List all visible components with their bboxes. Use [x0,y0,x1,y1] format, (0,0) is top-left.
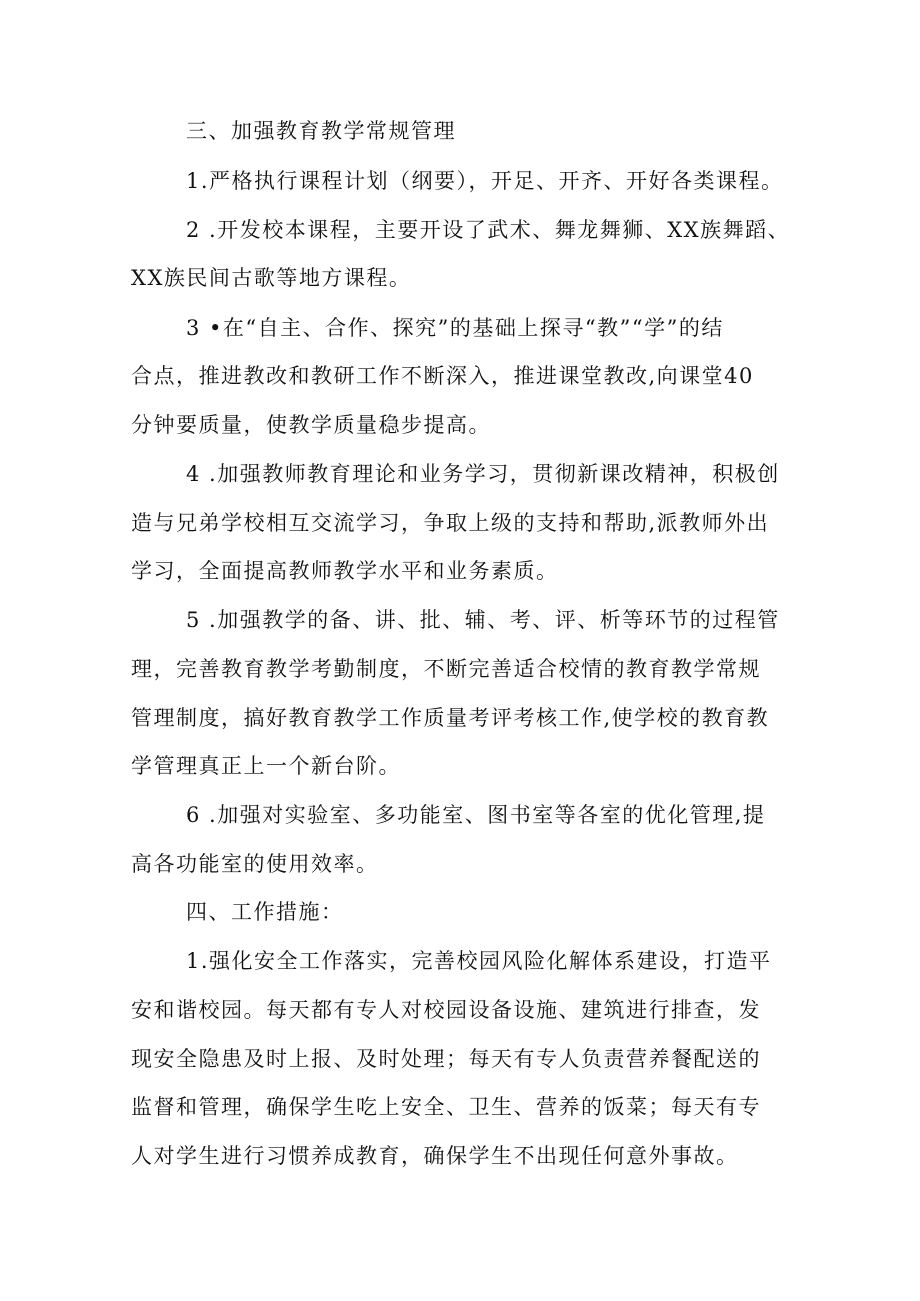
paragraph-line: 造与兄弟学校相互交流学习，争取上级的支持和帮助,派教师外出 [131,511,770,535]
paragraph-line: 分钟要质量，使教学质量稳步提高。 [131,413,491,437]
paragraph-line: XX族民间古歌等地方课程。 [131,266,412,290]
paragraph-line: 6 .加强对实验室、多功能室、图书室等各室的优化管理,提 [186,803,766,827]
section-heading-three: 三、加强教育教学常规管理 [186,119,456,143]
paragraph-line: 现安全隐患及时上报、及时处理；每天有专人负责营养餐配送的 [131,1047,761,1071]
paragraph-line: 5 .加强教学的备、讲、批、辅、考、评、析等环节的过程管 [186,608,780,632]
paragraph-line: 高各功能室的使用效率。 [131,852,379,876]
paragraph-line: 安和谐校园。每天都有专人对校园设备设施、建筑进行排查，发 [131,998,761,1022]
paragraph-line: 理，完善教育教学考勤制度，不断完善适合校情的教育教学常规 [131,657,761,681]
paragraph-line: 4 .加强教师教育理论和业务学习，贯彻新课改精神，积极创 [186,462,780,486]
paragraph-line: 1.强化安全工作落实，完善校园风险化解体系建设，打造平 [186,949,772,973]
paragraph-line: 合点，推进教改和教研工作不断深入，推进课堂教改,向课堂40 [131,364,754,388]
section-heading-four: 四、工作措施： [186,900,344,924]
paragraph-line: 1.严格执行课程计划（纲要），开足、开齐、开好各类课程。 [186,169,784,193]
paragraph-line: 管理制度，搞好教育教学工作质量考评考核工作,使学校的教育教 [131,706,770,730]
paragraph-line: 2 .开发校本课程，主要开设了武术、舞龙舞狮、XX族舞蹈、 [186,218,791,242]
paragraph-line: 学管理真正上一个新台阶。 [131,754,401,778]
paragraph-line: 人对学生进行习惯养成教育，确保学生不出现任何意外事故。 [131,1144,739,1168]
paragraph-line: 监督和管理，确保学生吃上安全、卫生、营养的饭菜；每天有专 [131,1095,761,1119]
paragraph-line: 3 •在“自主、合作、探究”的基础上探寻“教”“学”的结 [186,316,724,340]
paragraph-line: 学习，全面提高教师教学水平和业务素质。 [131,559,559,583]
